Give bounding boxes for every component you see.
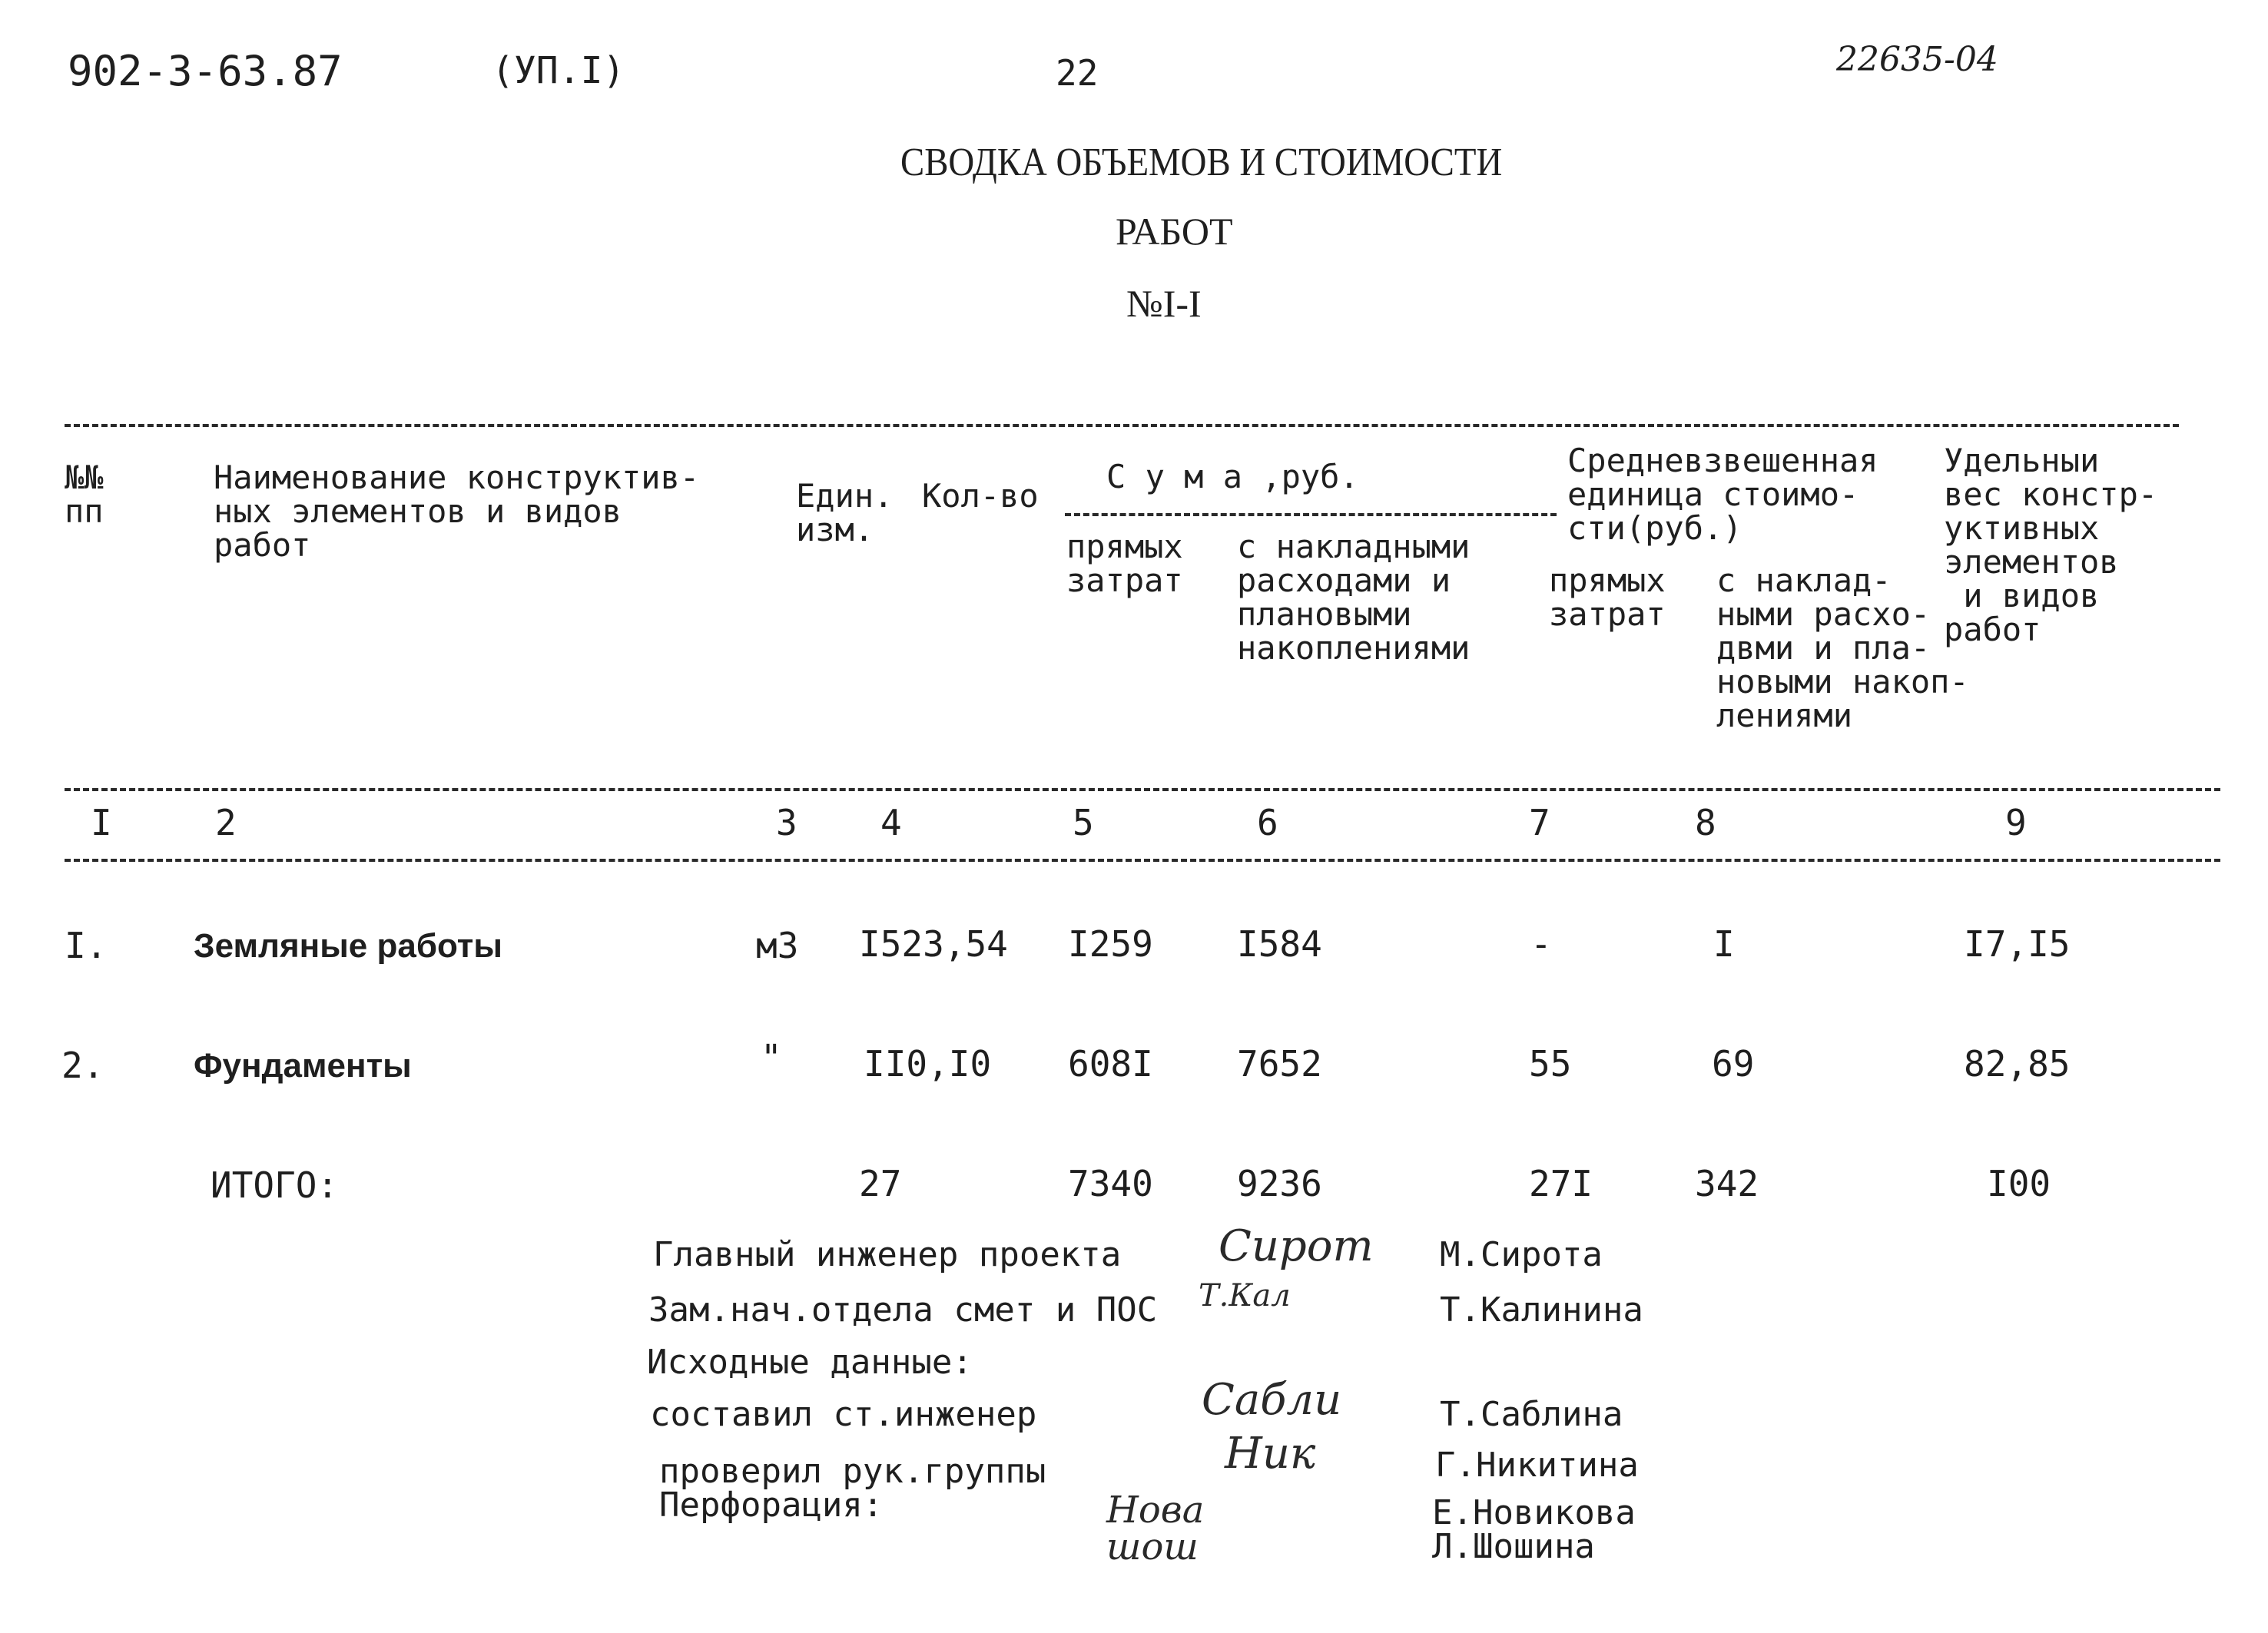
- total-qty: 27: [859, 1163, 902, 1204]
- album-number: (УП.I): [492, 49, 625, 92]
- table-row-avg-direct: -: [1530, 923, 1552, 965]
- table-row-sum-direct: I259: [1068, 923, 1153, 965]
- signature-role-chief-engineer: Главный инженер проекта: [653, 1235, 1122, 1274]
- page-number: 22: [1056, 52, 1099, 94]
- table-row-avg-direct: 55: [1529, 1043, 1572, 1085]
- handwritten-signature-compiled-by: Сабли: [1202, 1375, 1342, 1425]
- title-line-2: РАБОТ: [1116, 210, 1233, 253]
- signature-role-perforation: Перфорация:: [659, 1486, 884, 1525]
- header-unit: Един. изм.: [796, 477, 894, 548]
- header-sum-direct: прямых затрат: [1066, 528, 1183, 599]
- header-qty: Кол-во: [922, 477, 1039, 515]
- header-weight: Удельныи вес констр- уктивных элементов и видов работ: [1944, 442, 2158, 648]
- header-avg-group: Средневзвешенная единица стоимо- сти(руб.): [1567, 442, 1878, 547]
- title-line-1: СВОДКА ОБЪЕМОВ И СТОИМОСТИ: [900, 141, 1503, 184]
- table-row-avg-overhead: I: [1713, 923, 1735, 965]
- table-row-num: 2.: [61, 1045, 104, 1086]
- table-row-sum-overhead: I584: [1237, 923, 1322, 965]
- total-weight: I00: [1987, 1163, 2051, 1204]
- table-row-sum-direct: 608I: [1068, 1043, 1153, 1085]
- column-number: 3: [776, 802, 797, 843]
- total-avg-overhead: 342: [1695, 1163, 1759, 1204]
- header-bottom-rule: [65, 788, 2220, 791]
- column-number: 5: [1073, 802, 1094, 843]
- handwritten-signature-deputy-head: Т.Кал: [1199, 1278, 1291, 1313]
- header-avg-overhead: с наклад- ными расхо- двми и пла- новыми накоп- лениями: [1716, 561, 1969, 734]
- table-row-unit: ": [761, 1037, 782, 1078]
- stamp-number: 22635-04: [1836, 40, 1998, 79]
- signature-role-compiled-by: составил ст.инженер: [650, 1395, 1037, 1434]
- handwritten-signature-chief-engineer: Сирот: [1219, 1221, 1374, 1271]
- table-row-weight: I7,I5: [1964, 923, 2071, 965]
- header-name: Наименование конструктив- ных элементов и видов работ: [214, 459, 700, 564]
- total-label: ИТОГО:: [211, 1164, 339, 1206]
- table-row-qty: II0,I0: [864, 1043, 992, 1085]
- handwritten-signature-perforation: Нова шош: [1106, 1489, 1205, 1568]
- table-row-avg-overhead: 69: [1712, 1043, 1755, 1085]
- header-avg-direct: прямых затрат: [1549, 561, 1666, 633]
- signature-names-perforation: Е.Новикова Л.Шошина: [1432, 1493, 1636, 1566]
- table-row-sum-overhead: 7652: [1237, 1043, 1322, 1085]
- total-sum-overhead: 9236: [1237, 1163, 1322, 1204]
- table-row-num: I.: [65, 925, 108, 966]
- signature-name-compiled-by: Т.Саблина: [1440, 1395, 1623, 1434]
- table-row-name: Фундаменты: [194, 1047, 412, 1085]
- column-number: 8: [1695, 802, 1716, 843]
- column-number: 7: [1529, 802, 1550, 843]
- table-row-unit: м3: [756, 925, 799, 966]
- header-sum-overhead: с накладными расходами и плановыми накоплениями: [1237, 528, 1471, 667]
- source-data-label: Исходные данные:: [647, 1343, 973, 1382]
- column-number: 4: [880, 802, 902, 843]
- handwritten-signature-checked-by: Ник: [1225, 1429, 1316, 1479]
- signature-name-chief-engineer: М.Сирота: [1440, 1235, 1603, 1274]
- table-row-qty: I523,54: [859, 923, 1008, 965]
- column-number: 9: [2005, 802, 2027, 843]
- sum-group-rule: [1065, 513, 1557, 516]
- header-num: №№ пп: [65, 459, 104, 530]
- table-top-rule: [65, 424, 2179, 427]
- table-row-name: Земляные работы: [194, 927, 502, 965]
- header-sum-group: С у м а ,руб.: [1106, 458, 1359, 495]
- signature-role-checked-by: проверил рук.группы: [659, 1452, 1046, 1491]
- total-avg-direct: 27I: [1529, 1163, 1593, 1204]
- document-code: 902-3-63.87: [68, 47, 343, 95]
- column-number: 2: [215, 802, 237, 843]
- column-number: I: [91, 802, 112, 843]
- column-numbers-rule: [65, 859, 2220, 862]
- title-line-3: №I-I: [1126, 282, 1202, 325]
- column-number: 6: [1257, 802, 1278, 843]
- signature-name-deputy-head: Т.Калинина: [1440, 1290, 1643, 1330]
- table-row-weight: 82,85: [1964, 1043, 2071, 1085]
- signature-role-deputy-head: Зам.нач.отдела смет и ПОС: [648, 1290, 1158, 1330]
- total-sum-direct: 7340: [1068, 1163, 1153, 1204]
- signature-name-checked-by: Г.Никитина: [1435, 1446, 1639, 1485]
